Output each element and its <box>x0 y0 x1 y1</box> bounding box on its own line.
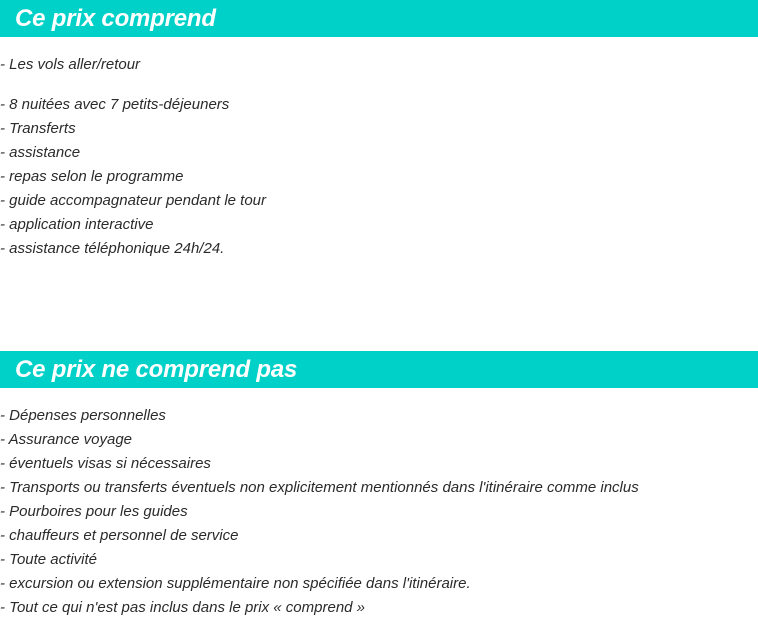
list-item: - Tout ce qui n'est pas inclus dans le prix « comprend » <box>0 599 366 616</box>
list-item: - Dépenses personnelles <box>0 407 166 424</box>
list-item: - 8 nuitées avec 7 petits-déjeuners <box>0 96 230 113</box>
list-item: - éventuels visas si nécessaires <box>0 455 211 472</box>
list-item: - excursion ou extension supplémentaire non spécifiée dans l'itinéraire. <box>0 575 471 592</box>
excludes-list <box>0 404 639 620</box>
includes-heading: Ce prix comprend <box>0 0 758 37</box>
list-item: - repas selon le programme <box>0 168 184 185</box>
list-item: - Les vols aller/retour <box>0 56 141 73</box>
includes-list-top <box>0 53 140 77</box>
list-item: - application interactive <box>0 216 154 233</box>
includes-list <box>0 93 266 261</box>
list-item: - guide accompagnateur pendant le tour <box>0 192 267 209</box>
list-item: - assistance <box>0 144 81 161</box>
list-item: - chauffeurs et personnel de service <box>0 527 239 544</box>
list-item: - Assurance voyage <box>0 431 133 448</box>
excludes-heading: Ce prix ne comprend pas <box>0 351 758 388</box>
list-item: - Toute activité <box>0 551 97 568</box>
list-item: - assistance téléphonique 24h/24. <box>0 240 225 257</box>
list-item: - Pourboires pour les guides <box>0 503 188 520</box>
list-item: - Transports ou transferts éventuels non explicitement mentionnés dans l'itinéraire comme inclus <box>0 479 639 496</box>
list-item: - Transferts <box>0 120 76 137</box>
